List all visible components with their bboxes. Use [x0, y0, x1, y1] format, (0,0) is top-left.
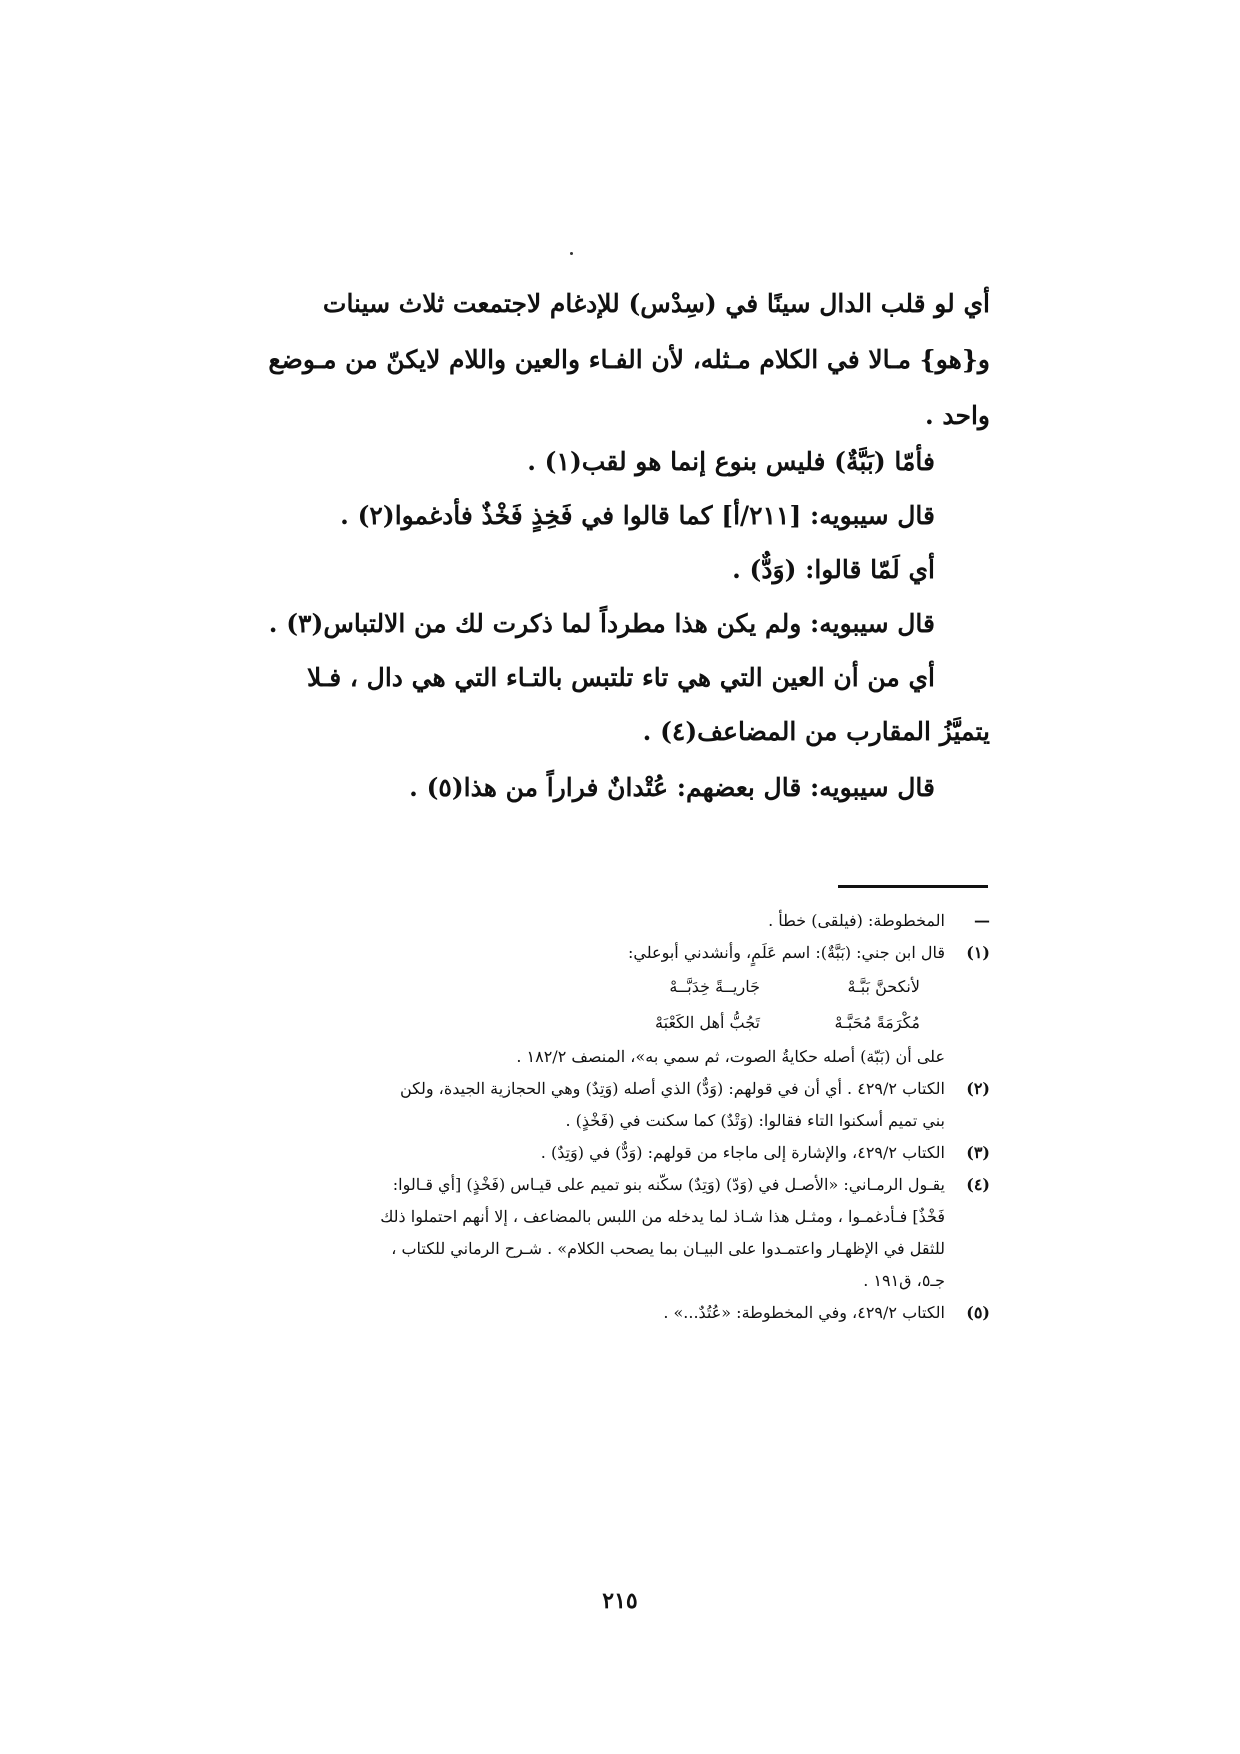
- footnote-continuation: للثقل في الإظهـار واعتمـدوا على البيـان بما يصحب الكلام» . شـرح الرماني للكتاب ،: [391, 1239, 945, 1258]
- speaker-label: قال سيبويه:: [810, 609, 935, 638]
- footnotes: [300, 905, 990, 1329]
- footnote-continuation: بني تميم أسكنوا التاء فقالوا: (وَتْدٌ) كما سكنت في (فَخْذٍ) .: [565, 1111, 945, 1130]
- verse-line-1: [300, 969, 990, 1005]
- page-number: ٢١٥: [602, 1588, 638, 1614]
- footnote-text: الكتاب ٤٢٩/٢، وفي المخطوطة: «عُتُدٌ...» .: [663, 1303, 945, 1322]
- verse-hemistich: لأنكحنَّ بَبَّـهْ: [847, 977, 920, 996]
- footnote-4: [300, 1169, 990, 1201]
- verse-hemistich: جَاريــةً خِدَبَّــهْ: [669, 977, 760, 996]
- footnote-separator: [838, 885, 988, 888]
- footnote-1: [300, 937, 990, 969]
- verse-hemistich: تَجُبُّ أهل الكَعْبَهْ: [655, 1013, 760, 1032]
- footnote-continuation: جـ٥، ق١٩١ .: [863, 1271, 945, 1290]
- footnote-2: [300, 1073, 990, 1105]
- main-line-9: يتميَّزُ المقارب من المضاعف(٤) .: [642, 717, 990, 746]
- footnote-text: الكتاب ٤٢٩/٢، والإشارة إلى ماجاء من قولهم: (وَدٌّ) في (وَتِدٌ) .: [540, 1143, 945, 1162]
- main-line-4: فأمّا (بَبَّةٌ) فليس بنوع إنما هو لقب(١) .: [527, 447, 935, 476]
- main-line-10-text: قال بعضهم: عُتْدانٌ فراراً من هذا(٥) .: [409, 773, 802, 802]
- speaker-label: قال سيبويه:: [810, 773, 935, 802]
- footnote-text: قال ابن جني: (بَبَّةٌ): اسم عَلَمٍ، وأنشدني أبوعلي:: [628, 943, 945, 962]
- main-line-7-text: ولم يكن هذا مطرداً لما ذكرت لك من الالتباس(٣) .: [268, 609, 802, 638]
- main-line-5-text: كما قالوا في فَخِذٍ فَخْذٌ فأدغموا(٢) .: [340, 501, 713, 530]
- folio-reference: [٢١١/أ]: [721, 501, 802, 530]
- main-text: [268, 289, 990, 828]
- footnote-number: (٢): [966, 1079, 990, 1098]
- footnote-5: [300, 1297, 990, 1329]
- footnote-continuation: على أن (بَبّة) أصله حكايةُ الصوت، ثم سمي به»، المنصف ١٨٢/٢ .: [516, 1047, 945, 1066]
- footnote-intro-marker: —: [974, 911, 990, 930]
- footnote-number: (١): [966, 943, 990, 962]
- main-line-7: [268, 609, 990, 664]
- main-line-3: واحد .: [924, 401, 990, 430]
- footnote-text: يقـول الرمـاني: «الأصـل في (وَدّ) (وَتِدٌ) سكّنه بنو تميم على قيـاس (فَخْذٍ) [أي قـالوا:: [392, 1175, 945, 1194]
- main-line-8: أي من أن العين التي هي تاء تلتبس بالتـاء التي هي دال ، فـلا: [307, 663, 935, 692]
- footnote-intro: [300, 905, 990, 937]
- footnote-intro-text: المخطوطة: (فيلقى) خطأ .: [768, 911, 945, 930]
- verse-line-2: [300, 1005, 990, 1041]
- footnote-number: (٤): [966, 1175, 990, 1194]
- verse-hemistich: مُكْرَمَةً مُحَبَّـهْ: [834, 1013, 920, 1032]
- stray-dot: [570, 252, 573, 255]
- main-line-10: [300, 774, 990, 828]
- main-line-1: أي لو قلب الدال سينًا في (سِدْس) للإدغام لاجتمعت ثلاث سينات: [322, 289, 990, 318]
- main-line-2: و{هو} مـالا في الكلام مـثله، لأن الفـاء والعين واللام لايكنّ من مـوضع: [268, 345, 990, 374]
- footnote-text: الكتاب ٤٢٩/٢ . أي أن في قولهم: (وَدٌّ) الذي أصله (وَتِدٌ) وهي الحجازية الجيدة، ولكن: [399, 1079, 945, 1098]
- footnote-number: (٥): [966, 1303, 990, 1322]
- main-line-6: أي لَمّا قالوا: (وَدٌّ) .: [732, 555, 935, 584]
- footnote-3: [300, 1137, 990, 1169]
- speaker-label: قال سيبويه:: [810, 501, 935, 530]
- main-line-5: [300, 502, 990, 556]
- footnote-number: (٣): [966, 1143, 990, 1162]
- footnote-continuation: فَخْذٌ] فـأدغمـوا ، ومثـل هذا شـاذ لما يدخله من اللبس بالمضاعف ، إلا أنهم احتملوا ذلك: [380, 1207, 945, 1226]
